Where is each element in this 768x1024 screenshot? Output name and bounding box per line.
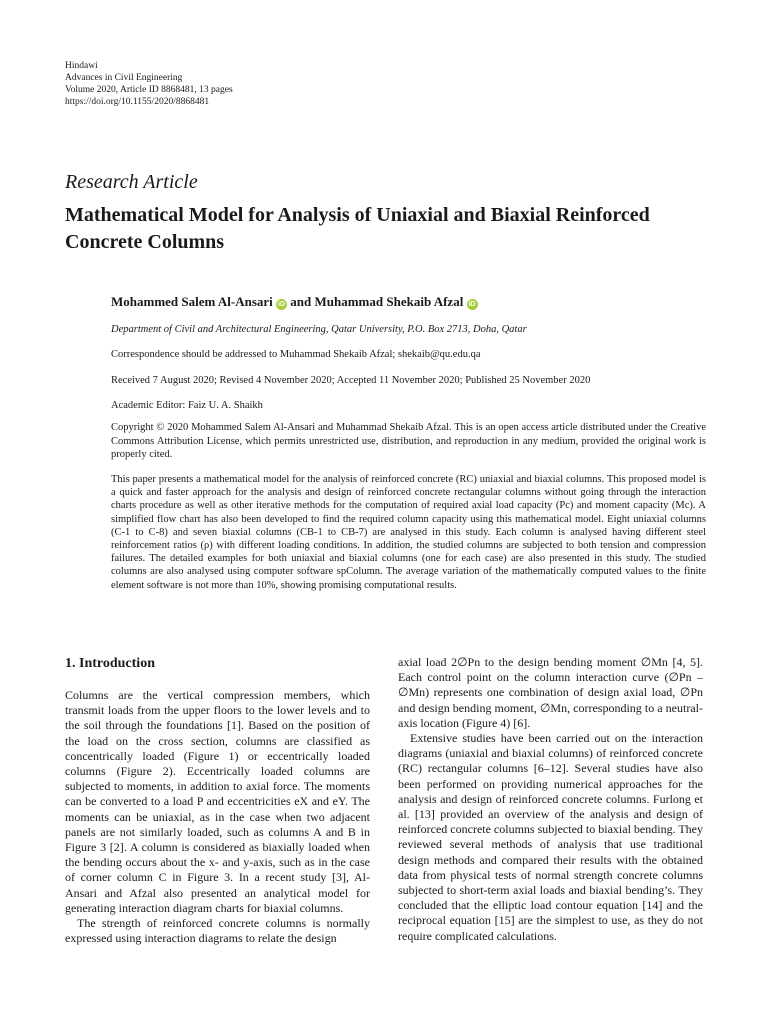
article-title: Mathematical Model for Analysis of Uniaxial and Biaxial Reinforced Concrete Columns	[65, 204, 650, 253]
paragraph: Columns are the vertical compression members, which transmit loads from the upper floors to the lower levels and to the soil through the foundations [1]. Based on the position of the load on the cross section, columns are classified as concentrically loaded (Figure 1) or eccentrically loaded columns (Figure 2). Eccentrically loaded columns are subjected to moments, in addition to axial force. The moments can be converted to a load P and eccentricities eX and eY. The moments can be uniaxial, as in the case when two adjacent panels are not similarly loaded, such as columns A and B in Figure 3 [2]. A column is considered as biaxially loaded when the bending occurs about the x- and y-axis, such as in the case of corner column C in Figure 3. In a recent study [3], Al-Ansari and Afzal also presented an analytical model for generating interaction diagram charts for biaxial columns.	[65, 688, 370, 915]
correspondence: Correspondence should be addressed to Muhammad Shekaib Afzal; shekaib@qu.edu.qa	[111, 349, 481, 360]
publisher-name: Hindawi	[65, 61, 98, 71]
affiliation: Department of Civil and Architectural Engineering, Qatar University, P.O. Box 2713, Doha, Qatar	[111, 324, 527, 335]
left-column	[65, 655, 370, 946]
academic-editor: Academic Editor: Faiz U. A. Shaikh	[111, 400, 263, 411]
right-column	[398, 655, 703, 944]
author-list	[111, 294, 478, 310]
orcid-icon[interactable]: iD	[278, 301, 286, 308]
author-name: Mohammed Salem Al-Ansari	[111, 294, 273, 309]
abstract: This paper presents a mathematical model for the analysis of reinforced concrete (RC) uniaxial and biaxial columns. This proposed model is a quick and faster approach for the analysis and design of reinforced concrete rectangular columns without going through the interaction charts procedure as well as other iterative methods for the computation of required axial load capacity (Pc) and moment capacity (Mc). A simplified flow chart has also been developed to find the required column capacity using this mathematical model. Eight uniaxial columns (C-1 to C-8) and seven biaxial columns (CB-1 to CB-7) are analysed in this study. Each column is analysed having different steel reinforcement ratios (ρ) with different loading conditions. In addition, the studied columns are subjected to both tension and compression failures. The detailed examples for both uniaxial and biaxial columns (one for each case) are also presented in this study. The studied columns are also analysed using computer software spColumn. The average variation of the mathematically computed values to the finite element software is not more than 10%, showing promising computational results.	[111, 474, 706, 591]
paragraph: Extensive studies have been carried out on the interaction diagrams (uniaxial and biaxial columns) of reinforced concrete (RC) rectangular columns [6–12]. Several studies have also been performed on providing numerical approaches for the analysis and design of reinforced concrete columns. Furlong et al. [13] provided an overview of the analysis and design of reinforced concrete columns subjected to biaxial bending. They reviewed several methods of analysis that use traditional design methods and compared their results with the obtained data from physical tests of normal strength concrete columns subjected to short-term axial loads and biaxial bending’s. They concluded that the elliptic load contour equation [14] and the reciprocal equation [15] are the simplest to use, as they do not require complicated calculations.	[398, 731, 704, 943]
section-heading: 1. Introduction	[65, 656, 155, 671]
paragraph: The strength of reinforced concrete columns is normally expressed using interaction diagrams to relate the design	[65, 916, 370, 946]
journal-header	[65, 60, 233, 108]
author-name: Muhammad Shekaib Afzal	[314, 294, 464, 309]
copyright-notice: Copyright © 2020 Mohammed Salem Al-Ansari and Muhammad Shekaib Afzal. This is an open access article distributed under the Creative Commons Attribution License, which permits unrestricted use, distribution, and reproduction in any medium, provided the original work is properly cited.	[111, 422, 706, 460]
paragraph: axial load 2∅Pn to the design bending moment ∅Mn [4, 5]. Each control point on the column interaction curve (∅Pn – ∅Mn) represents one combination of design axial load, ∅Pn and design bending moment, ∅Mn, corresponding to a neutral-axis location (Figure 4) [6].	[398, 655, 703, 730]
author-join: and	[290, 294, 312, 309]
orcid-icon[interactable]: iD	[468, 301, 476, 308]
article-type: Research Article	[65, 171, 198, 193]
doi-link[interactable]: https://doi.org/10.1155/2020/8868481	[65, 97, 210, 107]
journal-name: Advances in Civil Engineering	[65, 73, 183, 83]
publication-dates: Received 7 August 2020; Revised 4 November 2020; Accepted 11 November 2020; Published 25 November 2020	[111, 375, 591, 386]
volume-line: Volume 2020, Article ID 8868481, 13 pages	[65, 85, 233, 95]
